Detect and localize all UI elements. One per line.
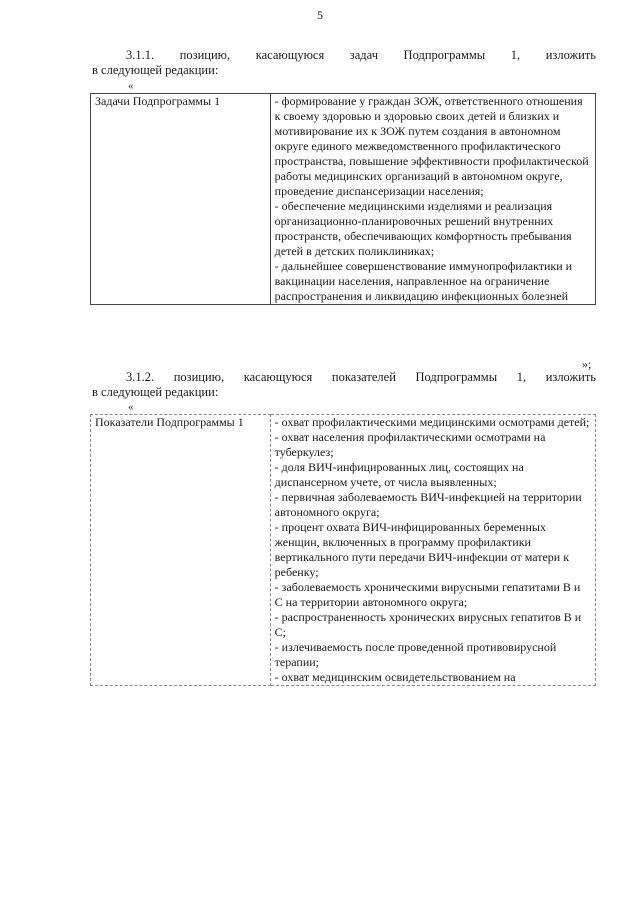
tasks-label: Задачи Подпрограммы 1 bbox=[95, 94, 221, 108]
section-2-open-quote: « bbox=[128, 401, 134, 413]
section-1-intro-line-1: 3.1.1. позицию, касающуюся задач Подпрограммы 1, изложить bbox=[126, 48, 596, 62]
section-2-intro-line-1: 3.1.2. позицию, касающуюся показателей Подпрограммы 1, изложить bbox=[126, 370, 596, 384]
indicator-item: - первичная заболеваемость ВИЧ-инфекцией на территории автономного округа; bbox=[274, 490, 582, 519]
page-number: 5 bbox=[317, 8, 323, 22]
task-item: - формирование у граждан ЗОЖ, ответственного отношения к своему здоровью и здоровью своих детей и близких и мотивирование их к ЗОЖ путем создания в автономном округе единого межведомственного профилактического пространства, повышение эффективности профилактической работы медицинских организаций в автономном округе, проведение диспансеризации населения; bbox=[274, 94, 589, 198]
indicator-item: - излечиваемость после проведенной противовирусной терапии; bbox=[274, 640, 557, 669]
section-1-open-quote: « bbox=[128, 80, 134, 92]
indicator-item: - охват медицинским освидетельствованием на bbox=[274, 670, 516, 684]
indicator-item: - охват населения профилактическими осмотрами на туберкулез; bbox=[274, 430, 546, 459]
indicators-content-cell bbox=[270, 415, 595, 686]
section-2-intro bbox=[92, 370, 596, 400]
indicators-table-row bbox=[91, 415, 596, 686]
tasks-table-row bbox=[91, 94, 596, 305]
tasks-label-cell bbox=[91, 94, 271, 305]
section-1-intro bbox=[92, 48, 596, 78]
indicators-label: Показатели Подпрограммы 1 bbox=[95, 415, 244, 429]
task-item: - дальнейшее совершенствование иммунопрофилактики и вакцинации населения, направленное на ограничение распространения и ликвидацию инфекционных болезней bbox=[274, 259, 573, 303]
section-1-close-quote: »; bbox=[582, 357, 592, 371]
indicator-item: - доля ВИЧ-инфицированных лиц, состоящих на диспансерном учете, от числа выявленных; bbox=[274, 460, 524, 489]
indicator-item: - охват профилактическими медицинскими осмотрами детей; bbox=[274, 415, 590, 429]
section-1-intro-line-2: в следующей редакции: bbox=[92, 63, 219, 77]
tasks-content-cell bbox=[270, 94, 595, 305]
section-2-intro-line-2: в следующей редакции: bbox=[92, 385, 219, 399]
task-item: - обеспечение медицинскими изделиями и реализация организационно-планировочных решений внутренних пространств, обеспечивающих комфортность пребывания детей в детских поликлиниках; bbox=[274, 199, 572, 258]
tasks-table bbox=[90, 93, 596, 305]
indicators-label-cell bbox=[91, 415, 271, 686]
indicator-item: - распространенность хронических вирусных гепатитов В и С; bbox=[274, 610, 582, 639]
indicator-item: - заболеваемость хроническими вирусными гепатитами В и С на территории автономного округа; bbox=[274, 580, 581, 609]
indicator-item: - процент охвата ВИЧ-инфицированных беременных женщин, включенных в программу профилактики вертикального пути передачи ВИЧ-инфекции от матери к ребенку; bbox=[274, 520, 570, 579]
indicators-table bbox=[90, 414, 596, 686]
